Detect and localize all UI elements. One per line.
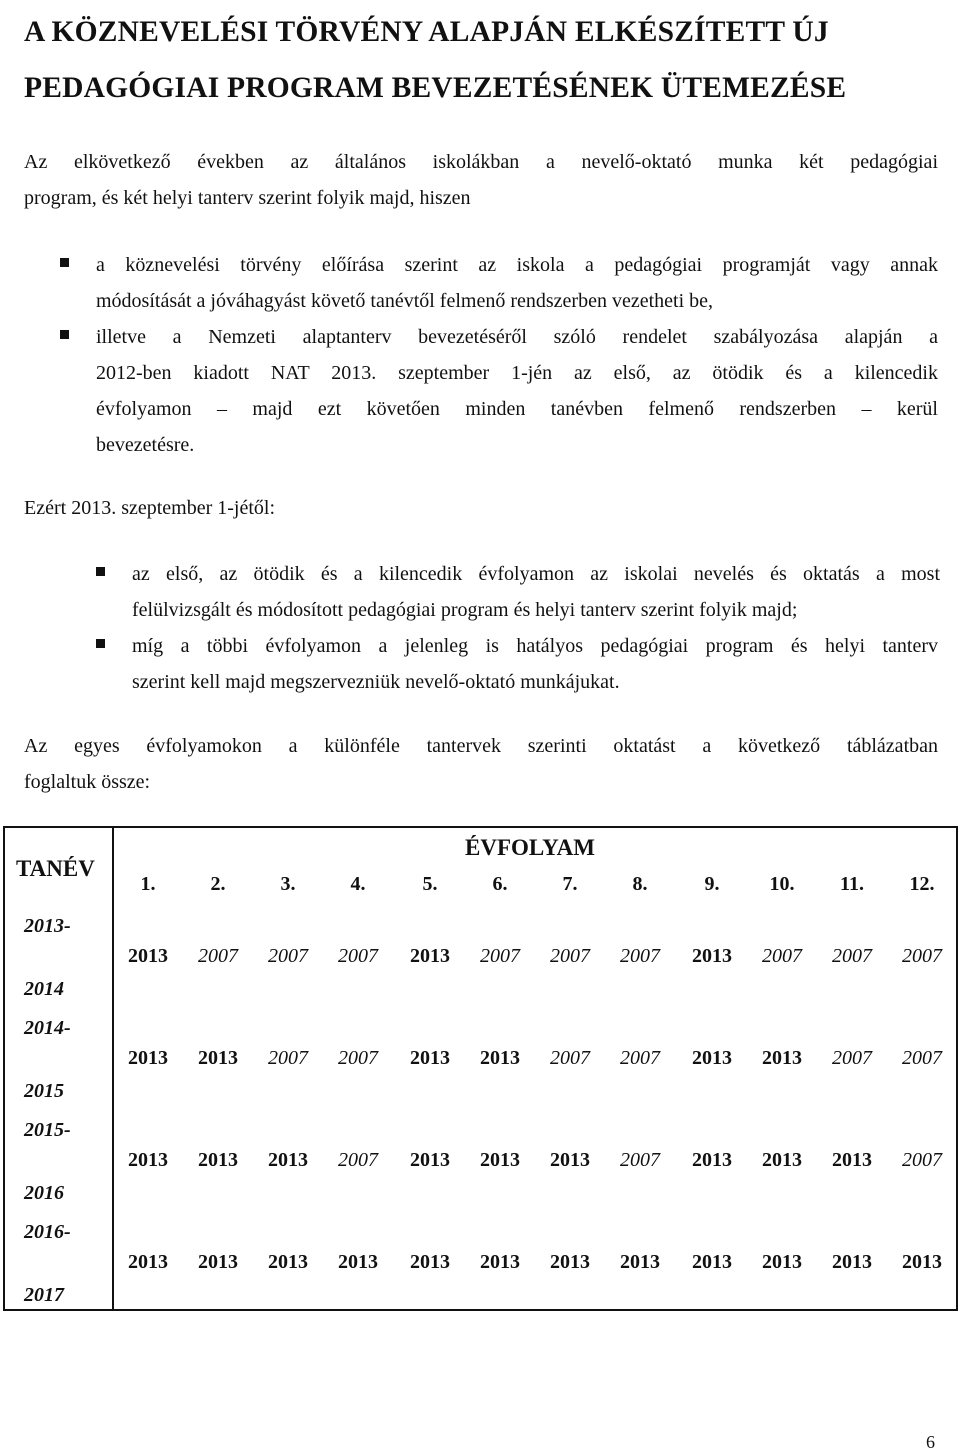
grade-label: 2. bbox=[210, 873, 226, 895]
grade-label: 3. bbox=[280, 873, 296, 895]
table-cell: 2013 bbox=[410, 1149, 450, 1171]
table-cell: 2013 bbox=[902, 1251, 942, 1273]
bullet-line: évfolyamon – majd ezt követően minden tanévben felmenő rendszerben – kerül bbox=[96, 398, 938, 420]
page-number: 6 bbox=[926, 1432, 935, 1452]
bullet-line: felülvizsgált és módosított pedagógiai program és helyi tanterv szerint folyik majd; bbox=[132, 599, 798, 621]
year-start: 2015- bbox=[24, 1119, 71, 1141]
bullet-line: a köznevelési törvény előírása szerint az iskola a pedagógiai programját vagy annak bbox=[96, 254, 938, 276]
table-cell: 2013 bbox=[550, 1251, 590, 1273]
table-cell: 2007 bbox=[550, 1047, 590, 1069]
bullet-line: míg a többi évfolyamon a jelenleg is hatályos pedagógiai program és helyi tanterv bbox=[132, 635, 938, 657]
grade-label: 7. bbox=[562, 873, 578, 895]
table-cell: 2013 bbox=[692, 1047, 732, 1069]
year-start: 2016- bbox=[24, 1221, 71, 1243]
table-cell: 2013 bbox=[832, 1149, 872, 1171]
bullet-line: módosítását a jóváhagyást követő tanévtől felmenő rendszerben vezetheti be, bbox=[96, 290, 714, 312]
tanev-header: TANÉV bbox=[16, 856, 95, 881]
table-cell: 2007 bbox=[832, 1047, 872, 1069]
table-cell: 2007 bbox=[620, 945, 660, 967]
title-line-1: A KÖZNEVELÉSI TÖRVÉNY ALAPJÁN ELKÉSZÍTETT ÚJ bbox=[24, 16, 829, 48]
bullet-square-icon bbox=[96, 639, 105, 648]
table-cell: 2007 bbox=[338, 945, 378, 967]
bullet-line: az első, az ötödik és a kilencedik évfolyamon az iskolai nevelés és oktatás a most bbox=[132, 563, 940, 585]
table-cell: 2007 bbox=[338, 1047, 378, 1069]
grade-label: 8. bbox=[632, 873, 648, 895]
table-cell: 2007 bbox=[338, 1149, 378, 1171]
table-cell: 2013 bbox=[410, 1251, 450, 1273]
table-cell: 2007 bbox=[620, 1047, 660, 1069]
grade-label: 4. bbox=[350, 873, 366, 895]
table-cell: 2013 bbox=[480, 1149, 520, 1171]
grade-label: 12. bbox=[909, 873, 935, 895]
table-border bbox=[3, 1309, 958, 1311]
table-border bbox=[3, 826, 958, 828]
table-cell: 2013 bbox=[762, 1149, 802, 1171]
table-cell: 2013 bbox=[338, 1251, 378, 1273]
page-title bbox=[24, 4, 944, 116]
year-start: 2014- bbox=[24, 1017, 71, 1039]
table-cell: 2013 bbox=[480, 1251, 520, 1273]
table-cell: 2013 bbox=[762, 1047, 802, 1069]
table-cell: 2007 bbox=[268, 945, 308, 967]
table-cell: 2007 bbox=[902, 1149, 942, 1171]
intro-paragraph bbox=[24, 144, 938, 216]
table-border bbox=[3, 826, 5, 1311]
year-end: 2014 bbox=[24, 978, 64, 1000]
summary-line-2: foglaltuk össze: bbox=[24, 771, 151, 793]
table-cell: 2013 bbox=[198, 1047, 238, 1069]
bullet-item bbox=[132, 628, 938, 700]
intro-line-2: program, és két helyi tanterv szerint folyik majd, hiszen bbox=[24, 187, 471, 209]
table-cell: 2013 bbox=[128, 1251, 168, 1273]
table-cell: 2013 bbox=[128, 945, 168, 967]
bullet-square-icon bbox=[60, 330, 69, 339]
table-cell: 2007 bbox=[198, 945, 238, 967]
summary-line-1: Az egyes évfolyamokon a különféle tantervek szerinti oktatást a következő táblázatban bbox=[24, 735, 938, 757]
table-cell: 2013 bbox=[480, 1047, 520, 1069]
table-cell: 2013 bbox=[692, 945, 732, 967]
summary-paragraph bbox=[24, 728, 938, 800]
table-cell: 2007 bbox=[902, 1047, 942, 1069]
table-cell: 2013 bbox=[692, 1149, 732, 1171]
table-cell: 2007 bbox=[268, 1047, 308, 1069]
table-cell: 2007 bbox=[550, 945, 590, 967]
year-end: 2017 bbox=[24, 1284, 64, 1306]
table-cell: 2013 bbox=[268, 1251, 308, 1273]
table-cell: 2013 bbox=[692, 1251, 732, 1273]
table-cell: 2013 bbox=[620, 1251, 660, 1273]
bullet-line: szerint kell majd megszervezniük nevelő-oktató munkájukat. bbox=[132, 671, 620, 693]
grade-label: 5. bbox=[422, 873, 438, 895]
grade-label: 6. bbox=[492, 873, 508, 895]
table-cell: 2007 bbox=[832, 945, 872, 967]
grade-label: 9. bbox=[704, 873, 720, 895]
table-cell: 2013 bbox=[198, 1251, 238, 1273]
table-cell: 2013 bbox=[762, 1251, 802, 1273]
year-end: 2016 bbox=[24, 1182, 64, 1204]
table-cell: 2013 bbox=[128, 1149, 168, 1171]
table-cell: 2007 bbox=[762, 945, 802, 967]
table-cell: 2013 bbox=[268, 1149, 308, 1171]
intro-line-1: Az elkövetkező években az általános iskolákban a nevelő-oktató munka két pedagógiai bbox=[24, 151, 938, 173]
year-end: 2015 bbox=[24, 1080, 64, 1102]
table-cell: 2013 bbox=[198, 1149, 238, 1171]
bullet-item bbox=[96, 247, 938, 319]
bullet-item bbox=[132, 556, 940, 628]
grade-label: 10. bbox=[769, 873, 795, 895]
grade-label: 11. bbox=[840, 873, 864, 895]
table-cell: 2013 bbox=[410, 945, 450, 967]
therefore-line: Ezért 2013. szeptember 1-jétől: bbox=[24, 497, 276, 519]
table-cell: 2013 bbox=[832, 1251, 872, 1273]
bullet-item bbox=[96, 319, 938, 463]
bullet-line: 2012-ben kiadott NAT 2013. szeptember 1-jén az első, az ötödik és a kilencedik bbox=[96, 362, 938, 384]
title-line-2: PEDAGÓGIAI PROGRAM BEVEZETÉSÉNEK ÜTEMEZÉSE bbox=[24, 72, 847, 104]
bullet-line: illetve a Nemzeti alaptanterv bevezetéséről szóló rendelet szabályozása alapján a bbox=[96, 326, 938, 348]
table-cell: 2013 bbox=[550, 1149, 590, 1171]
table-cell: 2007 bbox=[902, 945, 942, 967]
table-cell: 2013 bbox=[410, 1047, 450, 1069]
bullet-line: bevezetésre. bbox=[96, 434, 195, 456]
bullet-square-icon bbox=[96, 567, 105, 576]
grade-label: 1. bbox=[140, 873, 156, 895]
evfolyam-header: ÉVFOLYAM bbox=[465, 835, 595, 860]
table-cell: 2007 bbox=[620, 1149, 660, 1171]
table-cell: 2007 bbox=[480, 945, 520, 967]
bullet-square-icon bbox=[60, 258, 69, 267]
year-start: 2013- bbox=[24, 915, 71, 937]
table-cell: 2013 bbox=[128, 1047, 168, 1069]
